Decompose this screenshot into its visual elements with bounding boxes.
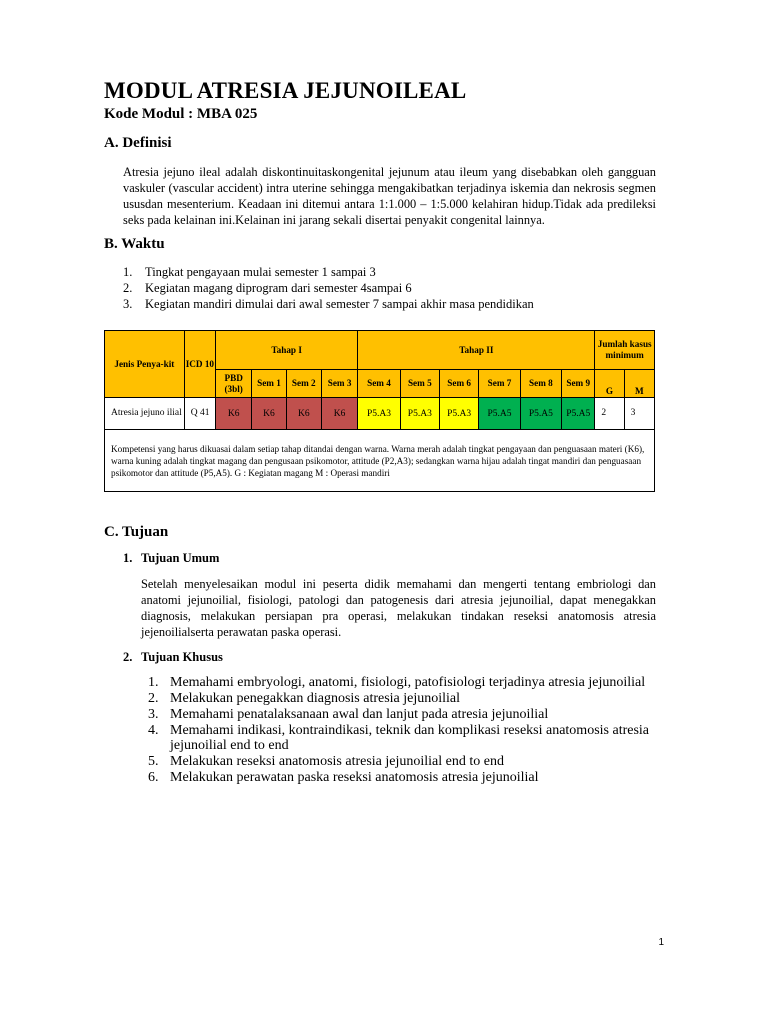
subheader-sem-2: Sem 2 xyxy=(286,370,321,398)
header-tahap-1: Tahap I xyxy=(216,331,358,370)
cell-sem-5: P5.A3 xyxy=(400,398,439,430)
waktu-list xyxy=(123,264,534,312)
list-item: 3. Memahami penatalaksanaan awal dan lanjut pada atresia jejunoilial xyxy=(148,707,549,722)
subheader-g: G xyxy=(595,370,624,398)
subheader-m: M xyxy=(624,370,654,398)
subheader-sem-6: Sem 6 xyxy=(439,370,478,398)
competency-table xyxy=(104,330,655,492)
header-tahap-2: Tahap II xyxy=(358,331,595,370)
list-item: 2. Kegiatan magang diprogram dari semester 4sampai 6 xyxy=(123,281,412,295)
cell-sem-8: P5.A5 xyxy=(520,398,561,430)
subheader-pbd: PBD (3bl) xyxy=(216,370,252,398)
tujuan-umum-text: Setelah menyelesaikan modul ini peserta didik memahami dan mengerti tentang embriologi dan anatomi jejunoilial, fisiologi, patologi dan patogenesis dari atresia jejunoilial, dapat menegakkan diagnosis, melakukan persiapan pra operasi, melakukan tindakan reseksi anatomosis atresia jejenoilialserta perawatan paska operasi. xyxy=(141,577,656,639)
cell-sem-6: P5.A3 xyxy=(439,398,478,430)
cell-pbd: K6 xyxy=(216,398,252,430)
header-icd: ICD 10 xyxy=(184,331,215,398)
section-heading-tujuan: C. Tujuan xyxy=(104,524,169,540)
cell-sem-7: P5.A5 xyxy=(479,398,520,430)
subheader-sem-9: Sem 9 xyxy=(562,370,595,398)
subheading-tujuan-umum: 1. Tujuan Umum xyxy=(123,551,220,565)
cell-g: 2 xyxy=(595,398,624,430)
document-title: MODUL ATRESIA JEJUNOILEAL xyxy=(104,78,467,103)
list-item: 6. Melakukan perawatan paska reseksi anatomosis atresia jejunoilial xyxy=(148,770,539,785)
cell-sem-9: P5.A5 xyxy=(562,398,595,430)
list-item: 4. Memahami indikasi, kontraindikasi, teknik dan komplikasi reseksi anatomosis atresia jejunoilial end to end xyxy=(148,723,650,753)
page-number: 1 xyxy=(658,937,664,948)
list-item: 1. Tingkat pengayaan mulai semester 1 sampai 3 xyxy=(123,265,376,279)
section-heading-definisi: A. Definisi xyxy=(104,135,172,151)
kode-modul: Kode Modul : MBA 025 xyxy=(104,106,258,122)
cell-sem-2: K6 xyxy=(286,398,321,430)
subheader-sem-5: Sem 5 xyxy=(400,370,439,398)
subheader-sem-3: Sem 3 xyxy=(321,370,357,398)
subheader-sem-1: Sem 1 xyxy=(252,370,286,398)
list-item: 1. Memahami embryologi, anatomi, fisiologi, patofisiologi terjadinya atresia jejunoilial xyxy=(148,675,646,690)
cell-penyakit: Atresia jejuno ilial xyxy=(105,398,185,430)
subheader-sem-4: Sem 4 xyxy=(358,370,400,398)
subheader-sem-7: Sem 7 xyxy=(479,370,520,398)
tujuan-khusus-list xyxy=(148,675,670,786)
cell-sem-1: K6 xyxy=(252,398,286,430)
subheader-sem-8: Sem 8 xyxy=(520,370,561,398)
cell-m: 3 xyxy=(624,398,654,430)
section-heading-waktu: B. Waktu xyxy=(104,236,165,252)
cell-icd: Q 41 xyxy=(184,398,215,430)
definisi-text: Atresia jejuno ileal adalah diskontinuitaskongenital jejunum atau ileum yang disebabkan oleh gangguan vaskuler (vascular accident) intra uterine sehingga mengakibatkan terjadinya iskemia dan nekrosis segmen ususdan mesenterium. Keadaan ini ditemui antara 1:1.000 – 1:5.000 kelahiran hidup.Tidak ada predileksi seks pada kelainan ini.Kelainan ini jarang sekali disertai penyakit congenital lainnya. xyxy=(123,165,656,227)
subheading-tujuan-khusus: 2. Tujuan Khusus xyxy=(123,650,223,664)
header-jumlah-kasus: Jumlah kasus minimum xyxy=(595,331,655,370)
cell-sem-4: P5.A3 xyxy=(358,398,400,430)
list-item: 5. Melakukan reseksi anatomosis atresia jejunoilial end to end xyxy=(148,754,504,769)
cell-sem-3: K6 xyxy=(321,398,357,430)
table-note: Kompetensi yang harus dikuasai dalam setiap tahap ditandai dengan warna. Warna merah adalah tingkat pengayaan dan penguasaan materi (K6), warna kuning adalah tingkat magang dan pengusaan psikomotor, attitude (P2,A3); sedangkan warna hijau adalah tingat mandiri dan penguasaan psikomotor dan attitude (P5,A5). G : Kegiatan magang M : Operasi mandiri xyxy=(105,430,655,492)
list-item: 2. Melakukan penegakkan diagnosis atresia jejunoilial xyxy=(148,691,461,706)
list-item: 3. Kegiatan mandiri dimulai dari awal semester 7 sampai akhir masa pendidikan xyxy=(123,297,534,311)
header-jenis-penyakit: Jenis Penya-kit xyxy=(105,331,185,398)
